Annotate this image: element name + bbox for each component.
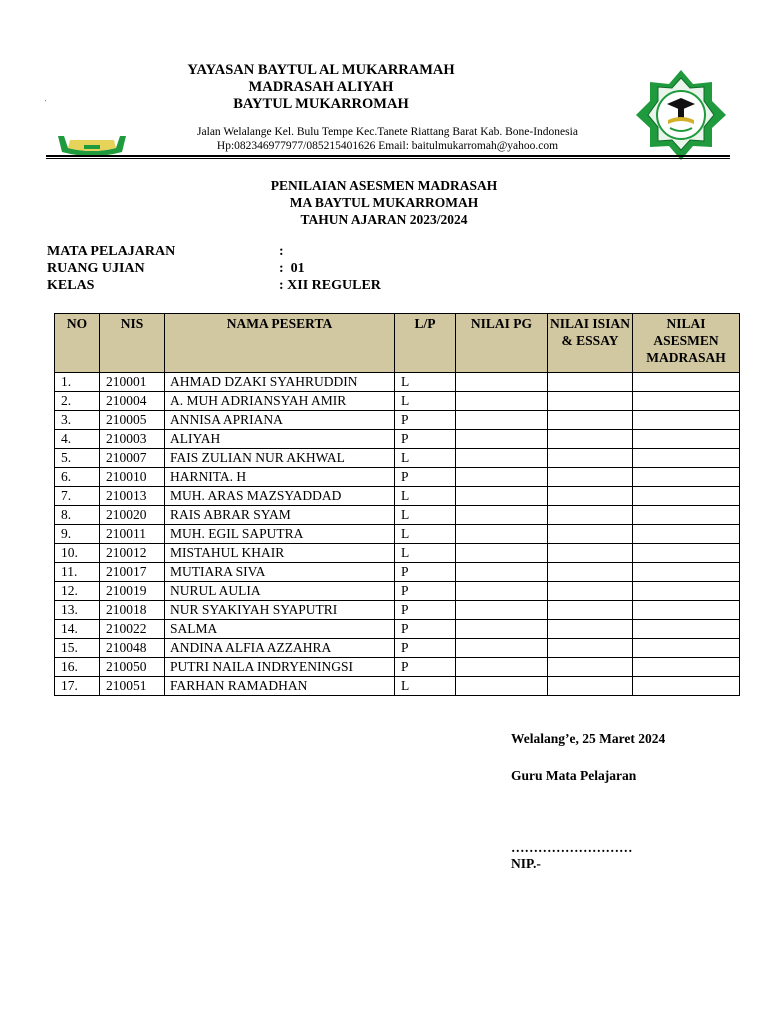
row-score-final — [633, 544, 740, 563]
col-header-nis: NIS — [100, 314, 165, 373]
row-number: 13. — [55, 601, 100, 620]
row-number: 5. — [55, 449, 100, 468]
row-gender: P — [395, 582, 456, 601]
row-score-essay — [548, 411, 633, 430]
row-name: MISTAHUL KHAIR — [165, 544, 395, 563]
row-score-essay — [548, 449, 633, 468]
row-score-essay — [548, 582, 633, 601]
table-row — [55, 658, 740, 677]
row-number: 7. — [55, 487, 100, 506]
row-number: 11. — [55, 563, 100, 582]
row-gender: L — [395, 487, 456, 506]
row-score-final — [633, 411, 740, 430]
row-gender: P — [395, 430, 456, 449]
doc-title-line2: MA BAYTUL MUKARROMAH — [289, 195, 479, 210]
doc-title-line1: PENILAIAN ASESMEN MADRASAH — [270, 178, 498, 193]
row-score-final — [633, 506, 740, 525]
row-score-essay — [548, 639, 633, 658]
room-label: RUANG UJIAN — [47, 261, 145, 276]
row-score-essay — [548, 392, 633, 411]
school-type: MADRASAH ALIYAH — [248, 79, 394, 95]
row-name: RAIS ABRAR SYAM — [165, 506, 395, 525]
row-gender: L — [395, 677, 456, 696]
row-nis: 210017 — [100, 563, 165, 582]
table-header-row — [55, 314, 740, 373]
row-number: 6. — [55, 468, 100, 487]
row-score-final — [633, 430, 740, 449]
row-nis: 210003 — [100, 430, 165, 449]
row-nis: 210004 — [100, 392, 165, 411]
table-row — [55, 639, 740, 658]
row-score-pg — [456, 639, 548, 658]
col-header-score-essay: NILAI ISIAN & ESSAY — [548, 314, 633, 373]
row-nis: 210050 — [100, 658, 165, 677]
row-score-essay — [548, 468, 633, 487]
score-table — [54, 313, 740, 696]
row-nis: 210022 — [100, 620, 165, 639]
row-score-pg — [456, 411, 548, 430]
row-name: ANNISA APRIANA — [165, 411, 395, 430]
row-nis: 210011 — [100, 525, 165, 544]
row-score-essay — [548, 373, 633, 392]
row-score-essay — [548, 430, 633, 449]
row-name: SALMA — [165, 620, 395, 639]
row-gender: P — [395, 468, 456, 487]
row-number: 10. — [55, 544, 100, 563]
row-nis: 210005 — [100, 411, 165, 430]
row-gender: P — [395, 411, 456, 430]
row-nis: 210019 — [100, 582, 165, 601]
row-score-final — [633, 525, 740, 544]
row-nis: 210018 — [100, 601, 165, 620]
col-header-name: NAMA PESERTA — [165, 314, 395, 373]
table-row — [55, 487, 740, 506]
row-name: NUR SYAKIYAH SYAPUTRI — [165, 601, 395, 620]
row-score-final — [633, 582, 740, 601]
row-number: 1. — [55, 373, 100, 392]
row-score-final — [633, 563, 740, 582]
row-name: FAIS ZULIAN NUR AKHWAL — [165, 449, 395, 468]
row-score-final — [633, 677, 740, 696]
row-score-pg — [456, 487, 548, 506]
row-gender: L — [395, 525, 456, 544]
row-nis: 210020 — [100, 506, 165, 525]
row-gender: P — [395, 639, 456, 658]
row-number: 9. — [55, 525, 100, 544]
row-nis: 210012 — [100, 544, 165, 563]
row-number: 17. — [55, 677, 100, 696]
row-gender: L — [395, 449, 456, 468]
row-name: MUTIARA SIVA — [165, 563, 395, 582]
col-header-score-final: NILAI ASESMEN MADRASAH — [633, 314, 740, 373]
row-number: 16. — [55, 658, 100, 677]
row-gender: P — [395, 601, 456, 620]
table-row — [55, 582, 740, 601]
row-score-pg — [456, 430, 548, 449]
school-contact: Hp:082346977977/085215401626 Email: baitulmukarromah@yahoo.com — [216, 140, 559, 152]
row-number: 4. — [55, 430, 100, 449]
table-row — [55, 506, 740, 525]
row-number: 2. — [55, 392, 100, 411]
row-score-essay — [548, 677, 633, 696]
signature-nip: NIP.- — [511, 856, 541, 871]
header-rule-thick — [46, 155, 730, 157]
col-header-no: NO — [55, 314, 100, 373]
row-name: A. MUH ADRIANSYAH AMIR — [165, 392, 395, 411]
row-score-essay — [548, 487, 633, 506]
row-nis: 210001 — [100, 373, 165, 392]
row-score-essay — [548, 506, 633, 525]
row-score-pg — [456, 563, 548, 582]
row-score-pg — [456, 658, 548, 677]
row-gender: P — [395, 563, 456, 582]
row-score-pg — [456, 601, 548, 620]
row-score-final — [633, 392, 740, 411]
row-name: NURUL AULIA — [165, 582, 395, 601]
row-name: AHMAD DZAKI SYAHRUDDIN — [165, 373, 395, 392]
room-value: : 01 — [279, 261, 305, 276]
row-score-pg — [456, 392, 548, 411]
table-row — [55, 525, 740, 544]
class-label: KELAS — [47, 278, 95, 293]
row-name: MUH. EGIL SAPUTRA — [165, 525, 395, 544]
table-row — [55, 392, 740, 411]
row-score-essay — [548, 620, 633, 639]
row-number: 15. — [55, 639, 100, 658]
row-name: FARHAN RAMADHAN — [165, 677, 395, 696]
row-gender: P — [395, 658, 456, 677]
row-score-final — [633, 449, 740, 468]
row-score-essay — [548, 658, 633, 677]
stray-mark: ' — [45, 100, 47, 106]
row-number: 12. — [55, 582, 100, 601]
row-score-pg — [456, 544, 548, 563]
row-score-final — [633, 620, 740, 639]
row-number: 8. — [55, 506, 100, 525]
row-score-final — [633, 373, 740, 392]
row-gender: L — [395, 373, 456, 392]
signature-line: ……………………… — [511, 840, 633, 855]
subject-value: : — [279, 244, 284, 259]
row-score-pg — [456, 373, 548, 392]
row-score-final — [633, 658, 740, 677]
row-nis: 210048 — [100, 639, 165, 658]
row-score-essay — [548, 563, 633, 582]
subject-label: MATA PELAJARAN — [47, 244, 176, 259]
table-row — [55, 373, 740, 392]
row-nis: 210007 — [100, 449, 165, 468]
row-score-essay — [548, 601, 633, 620]
table-row — [55, 411, 740, 430]
row-gender: P — [395, 620, 456, 639]
table-row — [55, 468, 740, 487]
school-name: BAYTUL MUKARROMAH — [233, 96, 409, 112]
row-name: HARNITA. H — [165, 468, 395, 487]
header-rule-thin — [46, 158, 730, 159]
class-value: : XII REGULER — [279, 278, 381, 293]
row-score-essay — [548, 544, 633, 563]
foundation-name: YAYASAN BAYTUL AL MUKARRAMAH — [187, 62, 455, 78]
row-score-pg — [456, 506, 548, 525]
row-score-pg — [456, 525, 548, 544]
row-score-pg — [456, 620, 548, 639]
row-score-final — [633, 601, 740, 620]
row-nis: 210010 — [100, 468, 165, 487]
row-gender: L — [395, 506, 456, 525]
row-nis: 210013 — [100, 487, 165, 506]
table-row — [55, 563, 740, 582]
table-row — [55, 544, 740, 563]
table-row — [55, 620, 740, 639]
row-score-final — [633, 487, 740, 506]
row-number: 3. — [55, 411, 100, 430]
row-name: ALIYAH — [165, 430, 395, 449]
school-address: Jalan Welalange Kel. Bulu Tempe Kec.Tanete Riattang Barat Kab. Bone-Indonesia — [197, 126, 578, 138]
signature-place-date: Welalang’e, 25 Maret 2024 — [511, 731, 666, 746]
row-score-final — [633, 468, 740, 487]
table-row — [55, 430, 740, 449]
row-score-pg — [456, 468, 548, 487]
row-score-essay — [548, 525, 633, 544]
row-name: ANDINA ALFIA AZZAHRA — [165, 639, 395, 658]
row-score-final — [633, 639, 740, 658]
table-row — [55, 601, 740, 620]
row-score-pg — [456, 449, 548, 468]
table-row — [55, 677, 740, 696]
row-name: PUTRI NAILA INDRYENINGSI — [165, 658, 395, 677]
doc-title-line3: TAHUN AJARAN 2023/2024 — [300, 212, 468, 227]
col-header-score-pg: NILAI PG — [456, 314, 548, 373]
row-gender: L — [395, 392, 456, 411]
signature-role: Guru Mata Pelajaran — [511, 768, 637, 783]
table-row — [55, 449, 740, 468]
row-nis: 210051 — [100, 677, 165, 696]
row-number: 14. — [55, 620, 100, 639]
row-score-pg — [456, 582, 548, 601]
col-header-gender: L/P — [395, 314, 456, 373]
row-score-pg — [456, 677, 548, 696]
row-gender: L — [395, 544, 456, 563]
row-name: MUH. ARAS MAZSYADDAD — [165, 487, 395, 506]
